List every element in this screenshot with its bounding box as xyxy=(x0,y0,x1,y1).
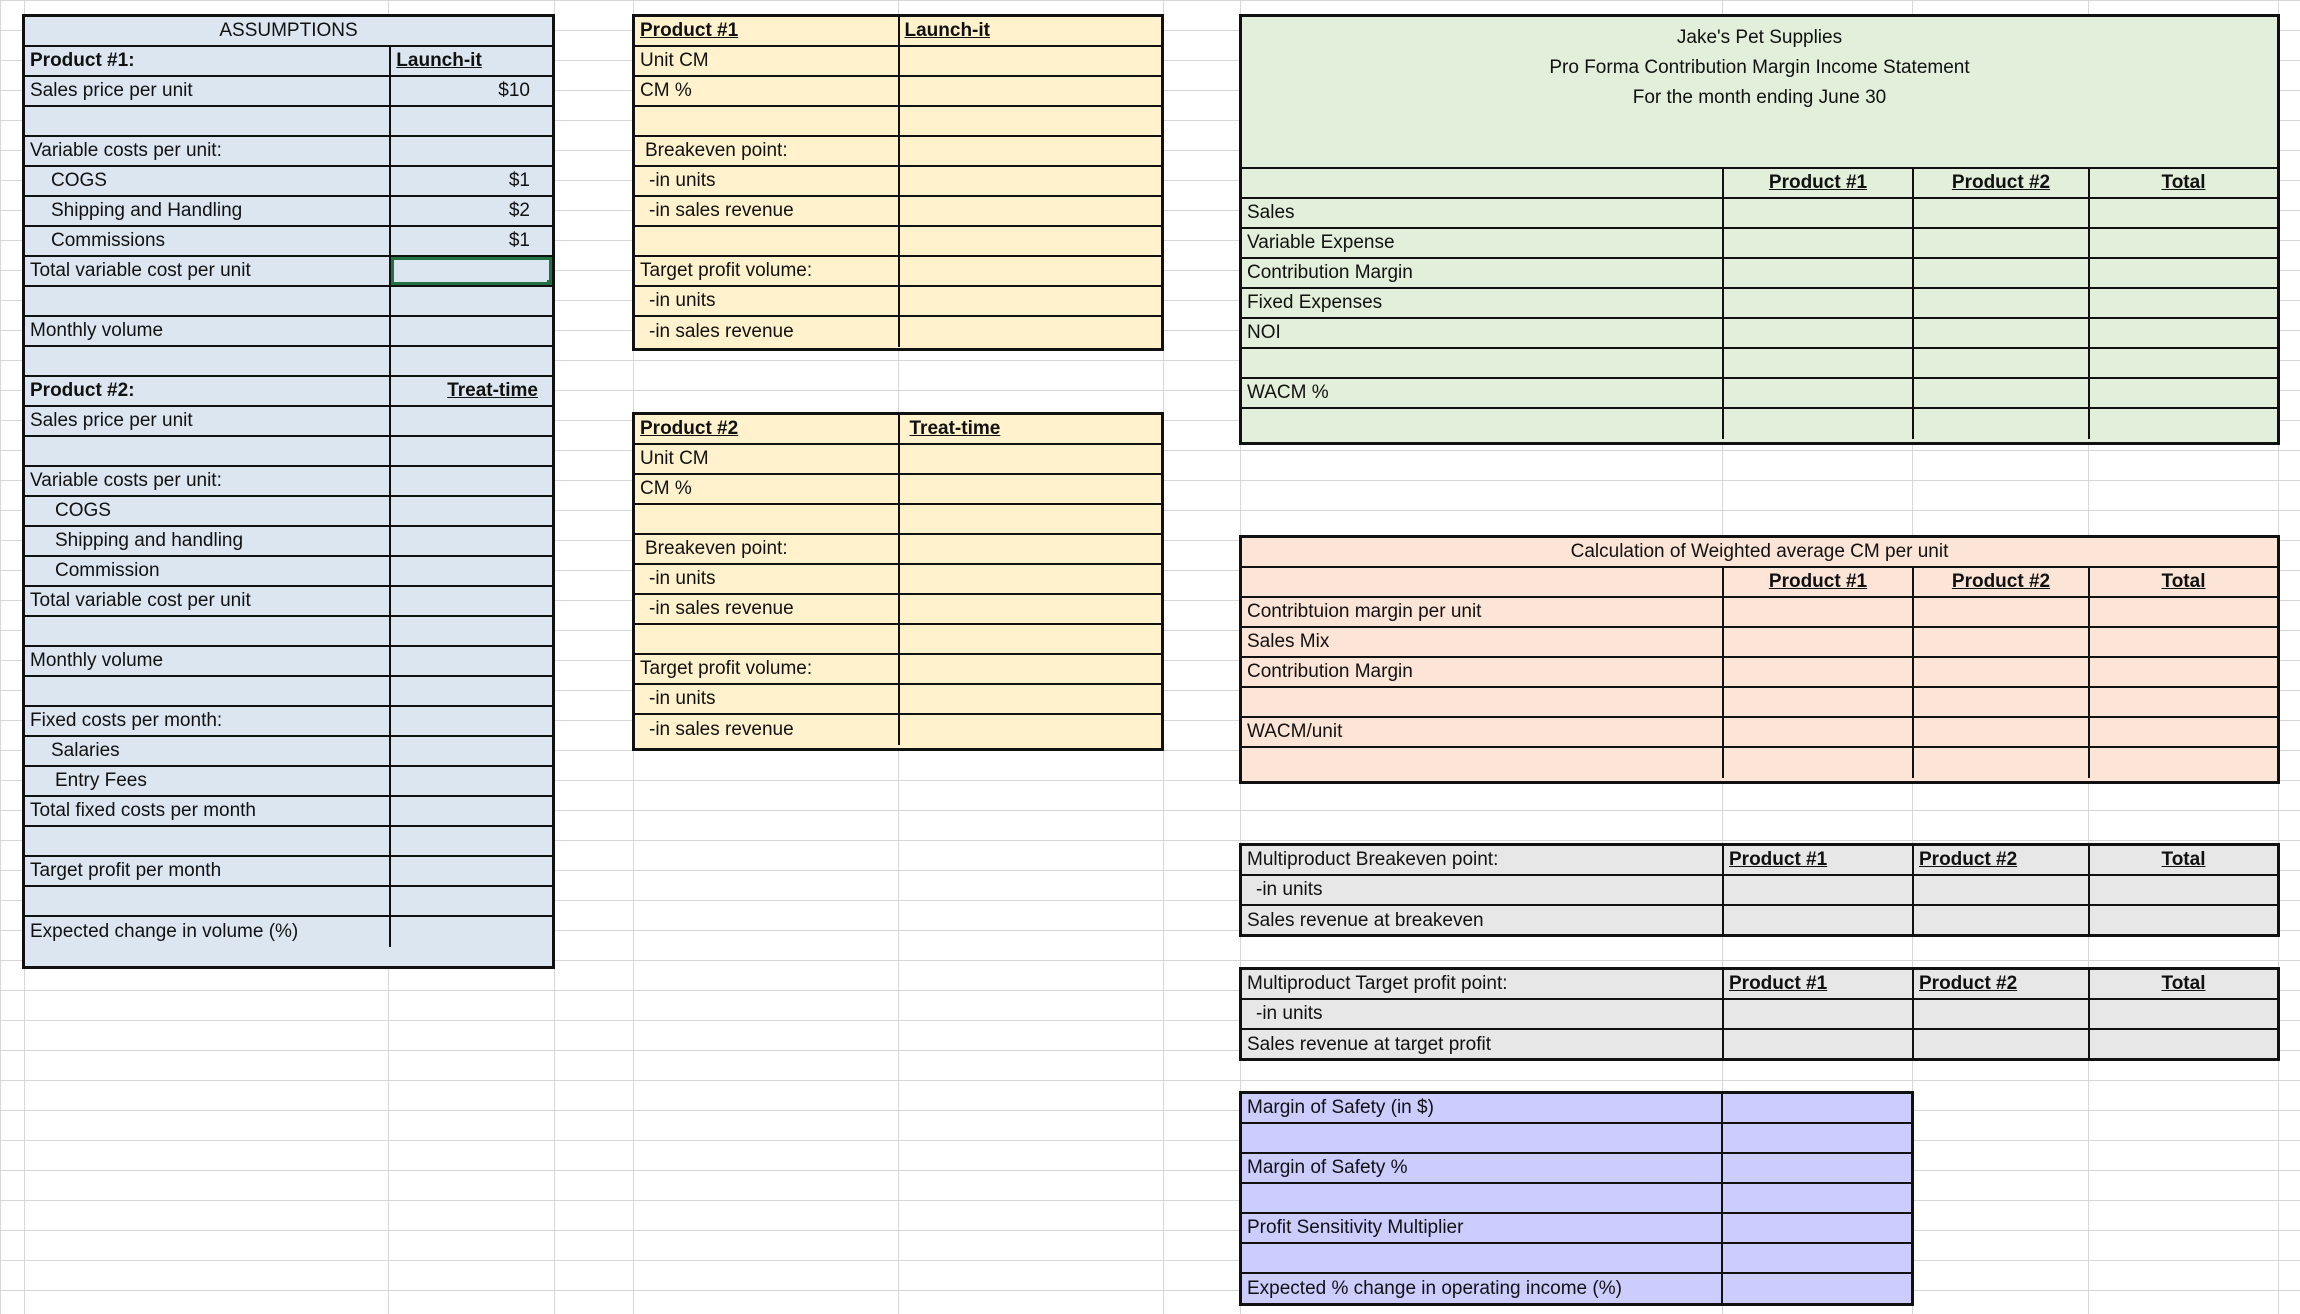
total-variable-cost-label[interactable]: Total variable cost per unit xyxy=(25,257,391,285)
empty-cell[interactable] xyxy=(1724,906,1914,936)
empty-cell[interactable] xyxy=(635,227,900,255)
sales-price-value[interactable]: $10 xyxy=(498,80,530,101)
cogs-label[interactable]: COGS xyxy=(25,497,391,525)
empty-cell[interactable] xyxy=(2090,876,2277,904)
empty-cell[interactable] xyxy=(391,467,552,495)
sales-price-label[interactable]: Sales price per unit xyxy=(25,77,391,105)
breakeven-sales-label[interactable]: -in sales revenue xyxy=(635,595,900,623)
empty-cell[interactable] xyxy=(1724,658,1914,686)
target-units-label[interactable]: -in units xyxy=(1242,1000,1724,1028)
empty-cell[interactable] xyxy=(2090,199,2277,227)
col-product1[interactable]: Product #1 xyxy=(1724,568,1914,596)
empty-cell[interactable] xyxy=(1723,1184,1911,1212)
breakeven-label[interactable]: Breakeven point: xyxy=(635,535,900,563)
empty-cell[interactable] xyxy=(391,347,552,375)
empty-cell[interactable] xyxy=(1723,1274,1911,1304)
breakeven-title[interactable]: Multiproduct Breakeven point: xyxy=(1242,846,1724,874)
noi-label[interactable]: NOI xyxy=(1242,319,1724,347)
col-product1[interactable]: Product #1 xyxy=(1724,846,1914,874)
empty-cell[interactable] xyxy=(2090,658,2277,686)
target-profit-label[interactable]: Target profit per month xyxy=(25,857,391,885)
breakeven-units-label[interactable]: -in units xyxy=(635,167,900,195)
product1-analysis-table xyxy=(632,14,1164,351)
target-sales-label[interactable]: -in sales revenue xyxy=(635,715,900,745)
empty-cell[interactable] xyxy=(900,287,1161,315)
empty-cell[interactable] xyxy=(1724,259,1914,287)
empty-cell[interactable] xyxy=(391,107,552,135)
total-fixed-costs-label[interactable]: Total fixed costs per month xyxy=(25,797,391,825)
empty-cell[interactable] xyxy=(1914,906,2090,936)
product2-analysis-table xyxy=(632,412,1164,751)
empty-cell[interactable] xyxy=(391,137,552,165)
empty-cell[interactable] xyxy=(900,137,1162,165)
empty-cell[interactable] xyxy=(1242,568,1724,596)
empty-cell[interactable] xyxy=(391,557,552,585)
empty-cell[interactable] xyxy=(25,827,391,855)
empty-cell[interactable] xyxy=(391,887,552,915)
commissions-label[interactable]: Commissions xyxy=(25,227,391,255)
statement-period[interactable]: For the month ending June 30 xyxy=(1632,87,1887,108)
cm-per-unit-label[interactable]: Contribtuion margin per unit xyxy=(1242,598,1724,626)
empty-cell[interactable] xyxy=(25,347,391,375)
empty-cell[interactable] xyxy=(1723,1154,1911,1182)
empty-cell[interactable] xyxy=(25,437,391,465)
empty-cell[interactable] xyxy=(1724,1030,1914,1060)
empty-cell[interactable] xyxy=(635,107,900,135)
empty-cell[interactable] xyxy=(900,685,1161,713)
empty-cell[interactable] xyxy=(1724,289,1914,317)
empty-cell[interactable] xyxy=(900,317,1161,347)
wacm-title[interactable]: Calculation of Weighted average CM per unit xyxy=(1570,541,1949,562)
empty-cell[interactable] xyxy=(900,715,1161,745)
empty-cell[interactable] xyxy=(900,47,1162,75)
empty-cell[interactable] xyxy=(1914,319,2090,347)
col-total[interactable]: Total xyxy=(2161,973,2206,994)
empty-cell[interactable] xyxy=(2090,718,2277,746)
empty-cell[interactable] xyxy=(1724,688,1914,716)
empty-cell[interactable] xyxy=(2090,748,2277,778)
monthly-volume-label[interactable]: Monthly volume xyxy=(25,647,391,675)
col-product2[interactable]: Product #2 xyxy=(1914,970,2090,998)
empty-cell[interactable] xyxy=(1242,1124,1723,1152)
income-statement-header xyxy=(1242,17,2277,169)
empty-cell[interactable] xyxy=(900,167,1161,195)
empty-cell[interactable] xyxy=(1242,1184,1723,1212)
fixed-expenses-label[interactable]: Fixed Expenses xyxy=(1242,289,1724,317)
statement-title[interactable]: Pro Forma Contribution Margin Income Statement xyxy=(1549,57,1970,78)
shipping-label[interactable]: Shipping and Handling xyxy=(25,197,391,225)
col-product2[interactable]: Product #2 xyxy=(1914,568,2090,596)
empty-cell[interactable] xyxy=(1242,688,1724,716)
margin-of-safety-table xyxy=(1239,1091,1914,1306)
sales-label[interactable]: Sales xyxy=(1242,199,1724,227)
empty-cell[interactable] xyxy=(900,475,1162,503)
col-product1[interactable]: Product #1 xyxy=(1724,169,1914,197)
entry-fees-label[interactable]: Entry Fees xyxy=(25,767,391,795)
product1-name[interactable]: Launch-it xyxy=(396,50,482,71)
empty-cell[interactable] xyxy=(1723,1214,1911,1242)
empty-cell[interactable] xyxy=(1914,718,2090,746)
empty-cell[interactable] xyxy=(1914,748,2090,778)
empty-cell[interactable] xyxy=(900,197,1161,225)
empty-cell[interactable] xyxy=(2090,688,2277,716)
col-total[interactable]: Total xyxy=(2161,849,2206,870)
empty-cell[interactable] xyxy=(1914,876,2090,904)
empty-cell[interactable] xyxy=(900,625,1162,653)
empty-cell[interactable] xyxy=(2090,1000,2277,1028)
target-sales-label[interactable]: -in sales revenue xyxy=(635,317,900,347)
empty-cell[interactable] xyxy=(1723,1244,1911,1272)
target-profit-volume-label[interactable]: Target profit volume: xyxy=(635,257,900,285)
breakeven-units-label[interactable]: -in units xyxy=(635,565,900,593)
profit-sensitivity-label[interactable]: Profit Sensitivity Multiplier xyxy=(1242,1214,1723,1242)
empty-cell[interactable] xyxy=(25,677,391,705)
empty-cell[interactable] xyxy=(1724,1000,1914,1028)
target-sales-label[interactable]: Sales revenue at target profit xyxy=(1242,1030,1724,1060)
empty-cell[interactable] xyxy=(1914,628,2090,656)
empty-cell[interactable] xyxy=(900,107,1162,135)
empty-cell[interactable] xyxy=(1914,598,2090,626)
cm-pct-label[interactable]: CM % xyxy=(635,77,900,105)
empty-cell[interactable] xyxy=(635,625,900,653)
empty-cell[interactable] xyxy=(1914,229,2090,257)
empty-cell[interactable] xyxy=(391,857,552,885)
variable-costs-label[interactable]: Variable costs per unit: xyxy=(25,467,391,495)
col-product1[interactable]: Product #1 xyxy=(1724,970,1914,998)
col-product2[interactable]: Product #2 xyxy=(1914,169,2090,197)
empty-cell[interactable] xyxy=(391,437,552,465)
empty-cell[interactable] xyxy=(1914,289,2090,317)
col-total[interactable]: Total xyxy=(2161,172,2206,193)
empty-cell[interactable] xyxy=(1242,169,1724,197)
empty-cell[interactable] xyxy=(391,767,552,795)
empty-cell[interactable] xyxy=(391,677,552,705)
target-profit-volume-label[interactable]: Target profit volume: xyxy=(635,655,900,683)
empty-cell[interactable] xyxy=(900,227,1162,255)
empty-cell[interactable] xyxy=(2090,259,2277,287)
empty-cell[interactable] xyxy=(391,317,552,345)
empty-cell[interactable] xyxy=(900,505,1162,533)
assumptions-title[interactable]: ASSUMPTIONS xyxy=(219,20,358,41)
empty-cell[interactable] xyxy=(1914,1030,2090,1060)
empty-cell[interactable] xyxy=(1724,718,1914,746)
empty-cell[interactable] xyxy=(25,287,391,315)
commissions-value[interactable]: $1 xyxy=(508,230,530,251)
empty-cell[interactable] xyxy=(1914,688,2090,716)
col-product2[interactable]: Product #2 xyxy=(1914,846,2090,874)
empty-cell[interactable] xyxy=(1724,379,1914,407)
contribution-margin-label[interactable]: Contribution Margin xyxy=(1242,658,1724,686)
empty-cell[interactable] xyxy=(900,565,1161,593)
multiproduct-target-table xyxy=(1239,967,2280,1061)
breakeven-sales-label[interactable]: Sales revenue at breakeven xyxy=(1242,906,1724,936)
empty-cell[interactable] xyxy=(391,587,552,615)
empty-cell[interactable] xyxy=(2090,409,2277,439)
mos-pct-label[interactable]: Margin of Safety % xyxy=(1242,1154,1723,1182)
empty-cell[interactable] xyxy=(2090,229,2277,257)
cogs-value[interactable]: $1 xyxy=(508,170,530,191)
empty-cell[interactable] xyxy=(2090,906,2277,936)
empty-cell[interactable] xyxy=(2090,379,2277,407)
empty-cell[interactable] xyxy=(1242,1244,1723,1272)
empty-cell[interactable] xyxy=(635,505,900,533)
variable-expense-label[interactable]: Variable Expense xyxy=(1242,229,1724,257)
empty-cell[interactable] xyxy=(1723,1094,1911,1122)
empty-cell[interactable] xyxy=(391,917,552,947)
multiproduct-breakeven-table xyxy=(1239,843,2280,937)
empty-cell[interactable] xyxy=(391,707,552,735)
wacm-calculation-table xyxy=(1239,535,2280,784)
expected-change-label[interactable]: Expected change in volume (%) xyxy=(25,917,391,947)
shipping-value[interactable]: $2 xyxy=(508,200,530,221)
product1-name[interactable]: Launch-it xyxy=(904,20,990,41)
empty-cell[interactable] xyxy=(900,77,1162,105)
empty-cell[interactable] xyxy=(1724,598,1914,626)
salaries-label[interactable]: Salaries xyxy=(25,737,391,765)
breakeven-label[interactable]: Breakeven point: xyxy=(635,137,900,165)
empty-cell[interactable] xyxy=(1724,229,1914,257)
unit-cm-label[interactable]: Unit CM xyxy=(635,445,900,473)
empty-cell[interactable] xyxy=(391,617,552,645)
empty-cell[interactable] xyxy=(900,257,1162,285)
variable-costs-label[interactable]: Variable costs per unit: xyxy=(25,137,391,165)
fixed-costs-label[interactable]: Fixed costs per month: xyxy=(25,707,391,735)
empty-cell[interactable] xyxy=(1724,199,1914,227)
sales-price-label[interactable]: Sales price per unit xyxy=(25,407,391,435)
empty-cell[interactable] xyxy=(391,797,552,825)
empty-cell[interactable] xyxy=(1724,748,1914,778)
empty-cell[interactable] xyxy=(25,107,391,135)
empty-cell[interactable] xyxy=(391,407,552,435)
empty-cell[interactable] xyxy=(25,887,391,915)
empty-cell[interactable] xyxy=(2090,1030,2277,1060)
empty-cell[interactable] xyxy=(1242,409,1724,439)
breakeven-sales-label[interactable]: -in sales revenue xyxy=(635,197,900,225)
empty-cell[interactable] xyxy=(1914,349,2090,377)
product1-title[interactable]: Product #1 xyxy=(635,17,900,45)
income-statement-table xyxy=(1239,14,2280,445)
empty-cell[interactable] xyxy=(391,737,552,765)
empty-cell[interactable] xyxy=(391,647,552,675)
wacm-pct-label[interactable]: WACM % xyxy=(1242,379,1724,407)
commission-label[interactable]: Commission xyxy=(25,557,391,585)
col-total[interactable]: Total xyxy=(2161,571,2206,592)
empty-cell[interactable] xyxy=(1914,199,2090,227)
empty-cell[interactable] xyxy=(900,655,1162,683)
empty-cell[interactable] xyxy=(391,287,552,315)
empty-cell[interactable] xyxy=(1724,349,1914,377)
product1-label[interactable]: Product #1: xyxy=(25,47,391,75)
empty-cell[interactable] xyxy=(391,497,552,525)
expected-change-income-label[interactable]: Expected % change in operating income (%) xyxy=(1242,1274,1723,1304)
empty-cell[interactable] xyxy=(900,595,1161,623)
monthly-volume-label[interactable]: Monthly volume xyxy=(25,317,391,345)
empty-cell[interactable] xyxy=(391,527,552,555)
empty-cell[interactable] xyxy=(1724,876,1914,904)
target-title[interactable]: Multiproduct Target profit point: xyxy=(1242,970,1724,998)
empty-cell[interactable] xyxy=(2090,598,2277,626)
empty-cell[interactable] xyxy=(1914,409,2090,439)
contribution-margin-label[interactable]: Contribution Margin xyxy=(1242,259,1724,287)
cm-pct-label[interactable]: CM % xyxy=(635,475,900,503)
shipping-label[interactable]: Shipping and handling xyxy=(25,527,391,555)
empty-cell[interactable] xyxy=(1724,628,1914,656)
total-variable-cost-label[interactable]: Total variable cost per unit xyxy=(25,587,391,615)
empty-cell[interactable] xyxy=(1242,748,1724,778)
product2-name[interactable]: Treat-time xyxy=(909,418,1001,439)
selected-cell[interactable] xyxy=(391,257,552,285)
empty-cell[interactable] xyxy=(900,445,1162,473)
empty-cell[interactable] xyxy=(1724,409,1914,439)
empty-cell[interactable] xyxy=(1724,319,1914,347)
target-units-label[interactable]: -in units xyxy=(635,685,900,713)
breakeven-units-label[interactable]: -in units xyxy=(1242,876,1724,904)
empty-cell[interactable] xyxy=(1914,259,2090,287)
unit-cm-label[interactable]: Unit CM xyxy=(635,47,900,75)
empty-cell[interactable] xyxy=(1242,349,1724,377)
empty-cell[interactable] xyxy=(25,617,391,645)
mos-dollars-label[interactable]: Margin of Safety (in $) xyxy=(1242,1094,1723,1122)
empty-cell[interactable] xyxy=(2090,349,2277,377)
cogs-label[interactable]: COGS xyxy=(25,167,391,195)
product2-label[interactable]: Product #2: xyxy=(25,377,391,405)
wacm-unit-label[interactable]: WACM/unit xyxy=(1242,718,1724,746)
sales-mix-label[interactable]: Sales Mix xyxy=(1242,628,1724,656)
empty-cell[interactable] xyxy=(1723,1124,1911,1152)
empty-cell[interactable] xyxy=(391,827,552,855)
company-name[interactable]: Jake's Pet Supplies xyxy=(1676,27,1843,48)
assumptions-table xyxy=(22,14,555,969)
product2-name[interactable]: Treat-time xyxy=(447,380,538,401)
product2-title[interactable]: Product #2 xyxy=(635,415,900,443)
empty-cell[interactable] xyxy=(2090,319,2277,347)
empty-cell[interactable] xyxy=(1914,658,2090,686)
target-units-label[interactable]: -in units xyxy=(635,287,900,315)
empty-cell[interactable] xyxy=(2090,289,2277,317)
empty-cell[interactable] xyxy=(1914,1000,2090,1028)
empty-cell[interactable] xyxy=(1914,379,2090,407)
empty-cell[interactable] xyxy=(2090,628,2277,656)
empty-cell[interactable] xyxy=(900,535,1162,563)
